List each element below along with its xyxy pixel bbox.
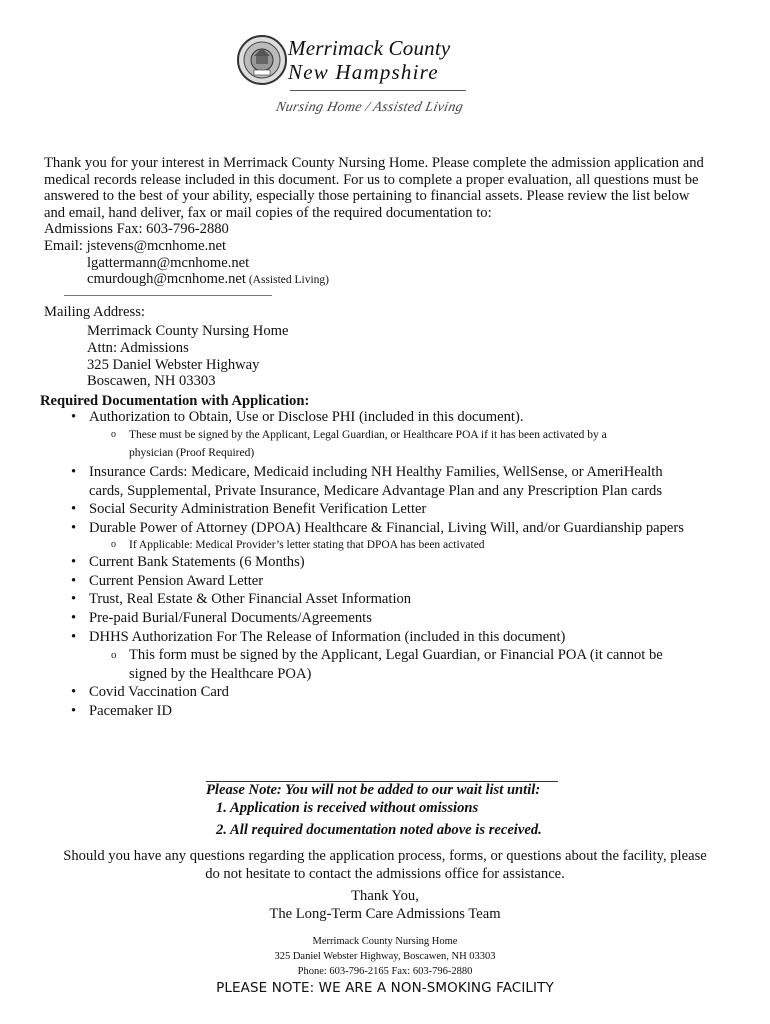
footer-org-name: Merrimack County Nursing Home xyxy=(312,936,458,947)
list-item-text-cont: cards, Supplemental, Private Insurance, Medicare Advantage Plan and any Prescription Plan cards xyxy=(89,482,663,499)
list-item-text: Authorization to Obtain, Use or Disclose PHI (included in this document). xyxy=(89,409,524,426)
required-docs-list xyxy=(44,409,734,719)
org-name-line2: New Hampshire xyxy=(288,60,439,84)
list-item-text: DHHS Authorization For The Release of Information (included in this document) xyxy=(89,628,566,645)
footer-address xyxy=(0,934,770,979)
list-item xyxy=(44,610,734,627)
bullet-icon: • xyxy=(71,554,77,571)
email-link[interactable]: jstevens@mcnhome.net xyxy=(86,237,227,254)
section-divider xyxy=(64,295,272,296)
header-divider xyxy=(290,90,466,91)
mailing-label: Mailing Address: xyxy=(44,303,145,320)
sub-item-text: This form must be signed by the Applicant, Legal Guardian, or Financial POA (it cannot be xyxy=(129,647,663,664)
questions-paragraph xyxy=(30,847,740,883)
bullet-icon: • xyxy=(71,628,77,645)
sub-list xyxy=(89,536,734,554)
email-row xyxy=(44,238,734,255)
list-item-text: Durable Power of Attorney (DPOA) Healthcare & Financial, Living Will, and/or Guardianship papers xyxy=(89,519,684,536)
intro-line: answered to the best of your ability, especially those pertaining to financial assets. Please review the list below xyxy=(44,188,690,205)
bullet-icon: • xyxy=(71,501,77,518)
closing xyxy=(0,887,770,923)
sub-list xyxy=(89,426,734,462)
email-link[interactable]: lgattermann@mcnhome.net xyxy=(87,254,250,271)
bullet-icon: • xyxy=(71,703,77,720)
email-row xyxy=(44,271,734,289)
sub-list xyxy=(89,647,734,682)
circle-bullet-icon: o xyxy=(111,428,116,440)
email-link[interactable]: cmurdough@mcnhome.net xyxy=(87,271,246,288)
intro-line: and email, hand deliver, fax or mail copies of the required documentation to: xyxy=(44,204,492,221)
bullet-icon: • xyxy=(71,572,77,589)
list-item xyxy=(44,464,734,499)
note-item: 1. Application is received without omissions xyxy=(216,800,479,816)
sub-item-text: signed by the Healthcare POA) xyxy=(129,665,312,682)
list-item xyxy=(44,409,734,462)
list-item-text: Pacemaker ID xyxy=(89,703,173,720)
sub-list-item xyxy=(89,647,734,664)
list-item-text: Social Security Administration Benefit Verification Letter xyxy=(89,501,427,518)
sub-list-item xyxy=(89,426,734,444)
sub-list-item xyxy=(89,536,734,554)
questions-line: do not hesitate to contact the admissions office for assistance. xyxy=(205,866,565,882)
note-item: 2. All required documentation noted above is received. xyxy=(216,822,542,838)
mailing-address xyxy=(44,304,734,390)
list-item-text: Covid Vaccination Card xyxy=(89,684,229,701)
list-item xyxy=(44,501,734,518)
org-name-line1: Merrimack County xyxy=(288,36,451,60)
circle-bullet-icon: o xyxy=(111,649,117,662)
list-item-text: Current Bank Statements (6 Months) xyxy=(89,554,305,571)
admissions-fax: Admissions Fax: 603-796-2880 xyxy=(44,221,229,238)
bullet-icon: • xyxy=(71,519,77,536)
bullet-icon: • xyxy=(71,591,77,608)
intro-line: Thank you for your interest in Merrimack County Nursing Home. Please complete the admission application and xyxy=(44,155,704,171)
footer-phone: Phone: 603-796-2165 Fax: 603-796-2880 xyxy=(297,966,473,977)
intro-paragraph xyxy=(44,155,734,289)
org-tagline: Nursing Home / Assisted Living xyxy=(274,100,465,115)
email-row xyxy=(44,255,734,272)
sub-item-text: If Applicable: Medical Provider’s letter stating that DPOA has been activated xyxy=(129,539,485,552)
note-heading: Please Note: You will not be added to our wait list until: xyxy=(206,782,541,798)
required-docs-title: Required Documentation with Application: xyxy=(40,392,310,409)
email-note: (Assisted Living) xyxy=(245,274,329,287)
list-item-text: Pre-paid Burial/Funeral Documents/Agreements xyxy=(89,610,372,627)
list-item-text: Trust, Real Estate & Other Financial Asset Information xyxy=(89,591,412,608)
letter-body xyxy=(40,155,734,720)
sub-list-item-cont xyxy=(89,666,734,683)
closing-team: The Long-Term Care Admissions Team xyxy=(269,906,501,922)
list-item xyxy=(44,573,734,590)
list-item xyxy=(44,703,734,720)
bullet-icon: • xyxy=(71,610,77,627)
questions-line: Should you have any questions regarding the application process, forms, or questions about the facility, please xyxy=(63,848,707,864)
letterhead xyxy=(236,34,496,126)
list-item-text: Insurance Cards: Medicare, Medicaid including NH Healthy Families, WellSense, or AmeriHealth xyxy=(89,463,663,480)
address-line: Boscawen, NH 03303 xyxy=(87,373,216,390)
sub-list-item-cont xyxy=(89,444,734,462)
non-smoking-notice: PLEASE NOTE: WE ARE A NON-SMOKING FACILITY xyxy=(216,980,554,996)
closing-thanks: Thank You, xyxy=(351,888,419,904)
list-item-text: Current Pension Award Letter xyxy=(89,572,264,589)
email-label: Email: xyxy=(44,237,87,254)
address-line: Attn: Admissions xyxy=(87,339,189,356)
list-item xyxy=(44,591,734,608)
list-item xyxy=(44,520,734,555)
list-item xyxy=(44,554,734,571)
intro-line: medical records release included in this document. For us to complete a proper evaluation, all questions must be xyxy=(44,171,699,188)
address-line: Merrimack County Nursing Home xyxy=(87,323,289,340)
footer-street: 325 Daniel Webster Highway, Boscawen, NH 03303 xyxy=(274,951,496,962)
circle-bullet-icon: o xyxy=(111,539,116,551)
address-line: 325 Daniel Webster Highway xyxy=(87,356,260,373)
list-item xyxy=(44,684,734,701)
sub-item-text: These must be signed by the Applicant, Legal Guardian, or Healthcare POA if it has been activated by a xyxy=(129,428,607,441)
county-seal-icon xyxy=(236,34,288,86)
bullet-icon: • xyxy=(71,463,77,480)
list-item xyxy=(44,629,734,683)
bullet-icon: • xyxy=(71,409,77,426)
bullet-icon: • xyxy=(71,684,77,701)
sub-item-text: physician (Proof Required) xyxy=(129,446,255,459)
